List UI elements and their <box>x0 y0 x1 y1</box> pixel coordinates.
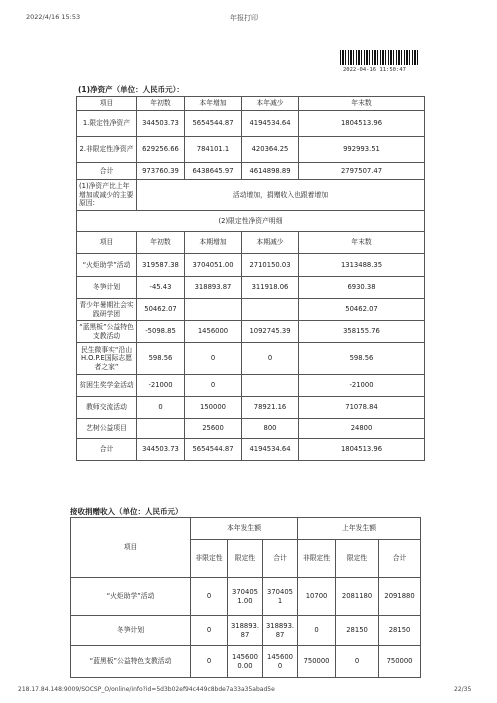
table-row <box>77 397 425 419</box>
table-cell: 5654544.87 <box>185 111 242 137</box>
table-row <box>71 578 421 616</box>
table-cell: 3704051 <box>263 578 298 616</box>
table-cell: 本年减少 <box>242 97 299 111</box>
table-cell: 598.56 <box>137 343 185 375</box>
change-reason-label: (1)净资产比上年增加或减少的主要原因: <box>77 180 137 211</box>
table-header-row <box>77 232 425 254</box>
table-cell: 3704051.00 <box>228 578 263 616</box>
table-cell: 992993.51 <box>299 137 425 163</box>
table-header-cell: 合计 <box>263 540 298 578</box>
table-cell: 0 <box>137 397 185 419</box>
table-cell: 2091880 <box>379 578 421 616</box>
table-cell: 4194534.64 <box>242 111 299 137</box>
table-row <box>77 419 425 439</box>
table-cell: 6930.38 <box>299 277 425 299</box>
table-cell: 50462.07 <box>299 299 425 321</box>
table-cell: 420364.25 <box>242 137 299 163</box>
donations-current-year-header: 本年发生额 <box>191 518 298 540</box>
table-row <box>77 277 425 299</box>
table-cell: 598.56 <box>299 343 425 375</box>
table-header-cell: 非限定性 <box>191 540 228 578</box>
table-cell: 50462.07 <box>137 299 185 321</box>
table-cell: 150000 <box>185 397 242 419</box>
table-row <box>71 616 421 646</box>
table-cell: 4194534.64 <box>242 439 299 461</box>
table-row <box>77 163 425 180</box>
table-cell: 750000 <box>379 646 421 678</box>
table-cell: 6438645.97 <box>185 163 242 180</box>
table-cell: 750000 <box>298 646 336 678</box>
footer-url: 218.17.84.148:9009/SOCSP_O/online/info?id=5d3b02ef94c449c8bde7a33a35abad5e <box>18 686 275 693</box>
donations-item-header: 项目 <box>71 518 191 578</box>
table-cell: “蓝黑板”公益特色支教活动 <box>77 321 137 343</box>
table-cell: 年初数 <box>137 232 185 254</box>
table-cell: 4614898.89 <box>242 163 299 180</box>
table-cell: 1804513.96 <box>299 111 425 137</box>
table-cell: 0 <box>185 375 242 397</box>
change-reason-value: 活动增加，捐赠收入也跟着增加 <box>137 180 425 211</box>
table-cell: 年末数 <box>299 232 425 254</box>
table-cell: -5098.85 <box>137 321 185 343</box>
table-cell: 年初数 <box>137 97 185 111</box>
page-title: 年报打印 <box>230 14 258 22</box>
table-cell: 项目 <box>77 97 137 111</box>
page-number: 22/35 <box>454 686 472 693</box>
table-cell: 项目 <box>77 232 137 254</box>
table-cell: 344503.73 <box>137 111 185 137</box>
table-cell: 28150 <box>379 616 421 646</box>
table-cell: -45.43 <box>137 277 185 299</box>
table-cell: 358155.76 <box>299 321 425 343</box>
table-cell: 1456000.00 <box>228 646 263 678</box>
table-cell: 1804513.96 <box>299 439 425 461</box>
table-cell: 年末数 <box>299 97 425 111</box>
net-assets-title: (1)净资产（单位：人民币元）： <box>78 85 184 94</box>
table-cell: 本期增加 <box>185 232 242 254</box>
table-cell: 318893.87 <box>185 277 242 299</box>
table-row <box>77 299 425 321</box>
table-cell: “火炬助学”活动 <box>77 254 137 277</box>
barcode-timestamp: 2022-04-16 11:50:47 <box>343 67 406 73</box>
restricted-detail-subtitle: (2)限定性净资产明细 <box>77 211 425 232</box>
table-cell: 28150 <box>336 616 379 646</box>
table-cell: 0 <box>191 578 228 616</box>
print-datetime: 2022/4/16 15:53 <box>26 13 81 21</box>
table-row <box>71 646 421 678</box>
table-cell: 青少年暑期社会实践研学团 <box>77 299 137 321</box>
table-cell: 318893.87 <box>228 616 263 646</box>
table-cell: 344503.73 <box>137 439 185 461</box>
table-cell: 冬笋计划 <box>77 277 137 299</box>
table-header-cell: 合计 <box>379 540 421 578</box>
table-row <box>77 439 425 461</box>
table-cell: 2710150.03 <box>242 254 299 277</box>
table-row <box>77 343 425 375</box>
table-cell: 2797507.47 <box>299 163 425 180</box>
table-cell: 1.限定性净资产 <box>77 111 137 137</box>
barcode-image <box>340 50 420 65</box>
table-cell <box>185 299 242 321</box>
table-cell: 319587.38 <box>137 254 185 277</box>
table-cell: 318893.87 <box>263 616 298 646</box>
table-cell: 973760.39 <box>137 163 185 180</box>
table-row <box>77 111 425 137</box>
net-assets-table <box>76 96 425 461</box>
table-cell: 3704051.00 <box>185 254 242 277</box>
table-cell: 本年增加 <box>185 97 242 111</box>
table-cell: 2081180 <box>336 578 379 616</box>
table-cell: 0 <box>336 646 379 678</box>
table-cell: 10700 <box>298 578 336 616</box>
table-cell: 合计 <box>77 439 137 461</box>
donations-table <box>70 517 421 678</box>
table-cell: 贫困生奖学金活动 <box>77 375 137 397</box>
table-row <box>77 375 425 397</box>
table-header-cell: 限定性 <box>228 540 263 578</box>
table-cell: 1313488.35 <box>299 254 425 277</box>
table-cell: 0 <box>242 343 299 375</box>
table-cell: 629256.66 <box>137 137 185 163</box>
table-cell: 2.非限定性净资产 <box>77 137 137 163</box>
table-cell: 1456000 <box>263 646 298 678</box>
table-cell: 71078.84 <box>299 397 425 419</box>
table-header-row <box>77 97 425 111</box>
table-cell: 本期减少 <box>242 232 299 254</box>
table-cell: 合计 <box>77 163 137 180</box>
table-cell: 教师交流活动 <box>77 397 137 419</box>
table-cell: “火炬助学”活动 <box>71 578 191 616</box>
table-cell: 25600 <box>185 419 242 439</box>
table-row <box>77 137 425 163</box>
table-cell: 311918.06 <box>242 277 299 299</box>
table-cell: 0 <box>191 646 228 678</box>
table-cell: 5654544.87 <box>185 439 242 461</box>
table-cell: 784101.1 <box>185 137 242 163</box>
table-cell: “蓝黑板”公益特色支教活动 <box>71 646 191 678</box>
table-row <box>77 321 425 343</box>
table-cell <box>137 419 185 439</box>
table-cell: 0 <box>298 616 336 646</box>
table-cell <box>242 375 299 397</box>
table-cell <box>242 299 299 321</box>
donations-prior-year-header: 上年发生额 <box>298 518 421 540</box>
table-cell: -21000 <box>137 375 185 397</box>
table-cell: 艺树公益项目 <box>77 419 137 439</box>
table-row <box>77 254 425 277</box>
table-cell: 0 <box>191 616 228 646</box>
donations-title: 接收捐赠收入（单位：人民币元） <box>70 507 183 516</box>
table-cell: 0 <box>185 343 242 375</box>
table-header-cell: 限定性 <box>336 540 379 578</box>
table-cell: 800 <box>242 419 299 439</box>
table-cell: 冬笋计划 <box>71 616 191 646</box>
table-cell: -21000 <box>299 375 425 397</box>
table-cell: 1092745.39 <box>242 321 299 343</box>
table-cell: 78921.16 <box>242 397 299 419</box>
table-cell: 民生微事实“沿山H.O.P.E国际志愿者之家” <box>77 343 137 375</box>
table-cell: 1456000 <box>185 321 242 343</box>
table-header-cell: 非限定性 <box>298 540 336 578</box>
table-cell: 24800 <box>299 419 425 439</box>
